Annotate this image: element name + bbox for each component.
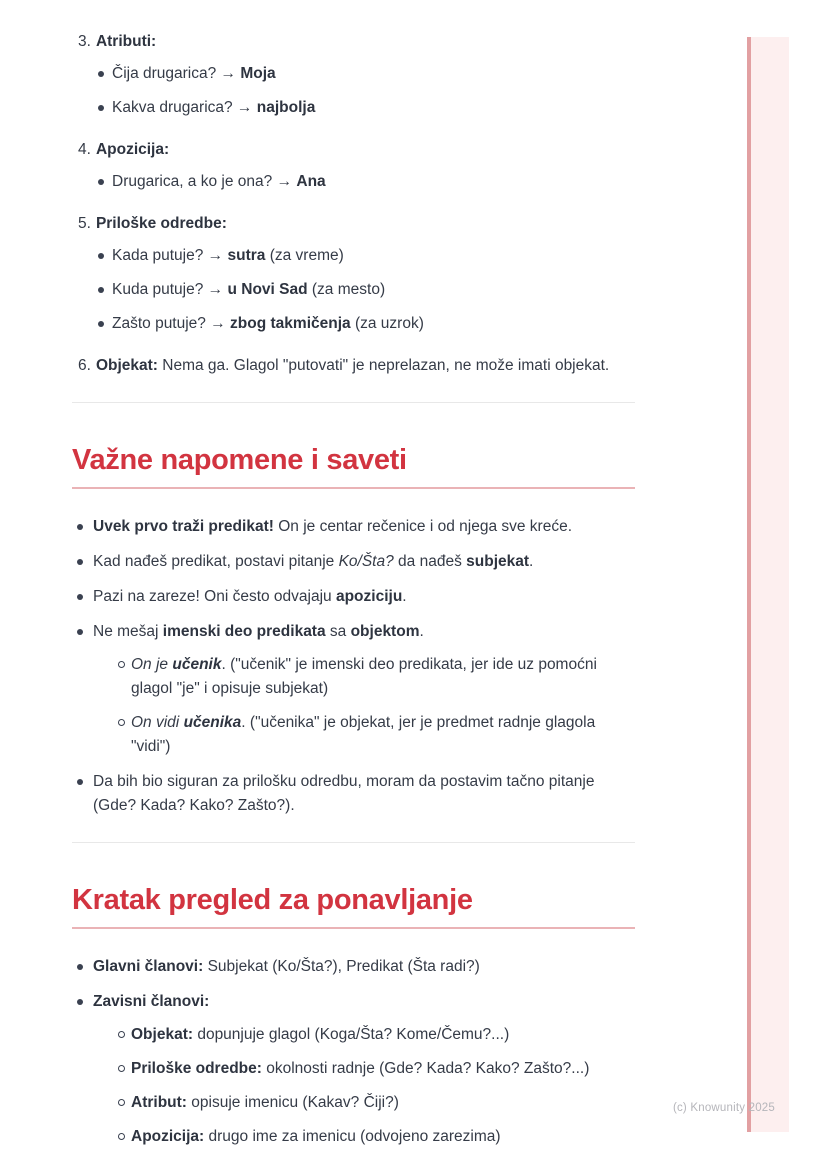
sub-bullet-item [93, 1057, 635, 1081]
item-label: Apozicija: [95, 141, 170, 158]
text-run: . [529, 553, 534, 570]
text-run: Čija drugarica? → [112, 65, 241, 82]
text-run: sa [325, 623, 351, 640]
bullet-dot-icon [77, 964, 83, 970]
sub-bullet-item [93, 1091, 635, 1115]
text-run: Nema ga. Glagol "putovati" je neprelazan, ne može imati objekat. [157, 357, 610, 374]
numbered-item [72, 212, 635, 336]
text-run: Glavni članovi: [93, 958, 204, 975]
sub-bullet-list [93, 1023, 635, 1149]
bullet-dot-icon [98, 71, 104, 77]
text-run: (za mesto) [307, 281, 386, 298]
text-run: Priloške odredbe: [131, 1060, 262, 1077]
numbered-item-heading [72, 212, 635, 236]
bullet-item [72, 312, 635, 336]
text-run: sutra [227, 247, 266, 264]
item-label: Atributi: [95, 33, 157, 50]
bullet-item [72, 515, 635, 539]
bullet-item [72, 585, 635, 609]
section-divider [72, 842, 635, 843]
bullet-item [72, 62, 635, 86]
bullet-item [72, 278, 635, 302]
bullet-dot-icon [77, 594, 83, 600]
text-run: Apozicija: [131, 1128, 205, 1145]
bullet-item [72, 170, 635, 194]
bullet-item [72, 770, 635, 818]
bullet-list [72, 244, 635, 336]
text-run: . [402, 588, 407, 605]
text-run: Ne mešaj [93, 623, 163, 640]
text-run: objektom [350, 623, 420, 640]
numbered-item [72, 138, 635, 194]
text-run: Kada putuje? → [112, 247, 228, 264]
text-run: Drugarica, a ko je ona? → [112, 173, 297, 190]
numbered-item [72, 354, 635, 378]
bullet-dot-icon [98, 253, 104, 259]
text-run: drugo ime za imenicu (odvojeno zarezima) [204, 1128, 501, 1145]
text-run: učenik [172, 656, 222, 673]
document-content [72, 30, 635, 1160]
bullet-circle-icon [118, 1133, 125, 1140]
sub-bullet-item [93, 653, 635, 701]
text-run: Pazi na zareze! Oni često odvajaju [93, 588, 336, 605]
item-number: 5. [78, 215, 91, 232]
text-run: Moja [240, 65, 276, 82]
item-label: Objekat: [95, 357, 158, 374]
text-run: subjekat [466, 553, 530, 570]
sub-bullet-item [93, 1125, 635, 1149]
section-title: Važne napomene i saveti [72, 443, 635, 489]
text-run: Ko/Šta? [338, 553, 394, 570]
text-run: Subjekat (Ko/Šta?), Predikat (Šta radi?) [203, 958, 480, 975]
section-review [72, 883, 635, 1149]
text-run: Kad nađeš predikat, postavi pitanje [93, 553, 339, 570]
item-label: Priloške odredbe: [95, 215, 227, 232]
bullet-dot-icon [77, 559, 83, 565]
bullet-item [72, 550, 635, 574]
page-edge-accent-band [747, 37, 789, 1132]
sub-bullet-item [93, 1023, 635, 1047]
bullet-circle-icon [118, 1031, 125, 1038]
bullet-dot-icon [77, 524, 83, 530]
footer-copyright: (c) Knowunity 2025 [672, 1102, 775, 1114]
text-run: dopunjuje glagol (Koga/Šta? Kome/Čemu?...) [193, 1026, 510, 1043]
bullet-dot-icon [77, 999, 83, 1005]
text-run: Atribut: [131, 1094, 187, 1111]
item-number: 3. [78, 33, 91, 50]
bullet-circle-icon [118, 661, 125, 668]
text-run: da nađeš [393, 553, 467, 570]
text-run: najbolja [256, 99, 316, 116]
review-list [72, 955, 635, 1149]
text-run: . ("učenika" je objekat, jer je predmet radnje glagola "vidi") [131, 714, 596, 755]
item-number: 4. [78, 141, 91, 158]
text-run: (za vreme) [265, 247, 344, 264]
numbered-item [72, 30, 635, 120]
bullet-circle-icon [118, 1099, 125, 1106]
text-run: (za uzrok) [350, 315, 424, 332]
section-divider [72, 402, 635, 403]
bullet-item [72, 96, 635, 120]
text-run: opisuje imenicu (Kakav? Čiji?) [186, 1094, 399, 1111]
bullet-dot-icon [77, 779, 83, 785]
text-run: apoziciju [335, 588, 403, 605]
text-run: On je [131, 656, 173, 673]
text-run: . ("učenik" je imenski deo predikata, jer ide uz pomoćni glagol "je" i opisuje subjekat) [131, 656, 597, 697]
text-run: Objekat: [131, 1026, 194, 1043]
item-number: 6. [78, 357, 91, 374]
text-run: Ana [296, 173, 326, 190]
text-run: zbog takmičenja [230, 315, 351, 332]
text-run: učenika [183, 714, 242, 731]
text-run: imenski deo predikata [162, 623, 326, 640]
text-run: Uvek prvo traži predikat! [93, 518, 274, 535]
bullet-list [72, 170, 635, 194]
text-run: Zavisni članovi: [93, 993, 210, 1010]
bullet-item [72, 990, 635, 1149]
text-run: Zašto putuje? → [112, 315, 231, 332]
bullet-dot-icon [77, 629, 83, 635]
text-run: On vidi [131, 714, 184, 731]
text-run: On je centar rečenice i od njega sve kreće. [273, 518, 573, 535]
text-run: u Novi Sad [227, 281, 308, 298]
sub-bullet-list [93, 653, 635, 759]
text-run: Kakva drugarica? → [112, 99, 257, 116]
bullet-circle-icon [118, 1065, 125, 1072]
bullet-dot-icon [98, 179, 104, 185]
section-notes [72, 443, 635, 818]
notes-list [72, 515, 635, 818]
text-run: okolnosti radnje (Gde? Kada? Kako? Zašto?...) [261, 1060, 590, 1077]
numbered-item-heading [72, 30, 635, 54]
numbered-item-heading [72, 138, 635, 162]
bullet-item [72, 620, 635, 759]
bullet-dot-icon [98, 287, 104, 293]
bullet-dot-icon [98, 321, 104, 327]
bullet-circle-icon [118, 719, 125, 726]
text-run: Da bih bio siguran za prilošku odredbu, moram da postavim tačno pitanje (Gde? Kada? Kako? Zašto?). [93, 773, 595, 814]
section-title: Kratak pregled za ponavljanje [72, 883, 635, 929]
bullet-item [72, 955, 635, 979]
text-run: . [419, 623, 424, 640]
numbered-item-heading [72, 354, 635, 378]
text-run: Kuda putuje? → [112, 281, 228, 298]
bullet-dot-icon [98, 105, 104, 111]
bullet-list [72, 62, 635, 120]
numbered-list [72, 30, 635, 378]
bullet-item [72, 244, 635, 268]
sub-bullet-item [93, 711, 635, 759]
